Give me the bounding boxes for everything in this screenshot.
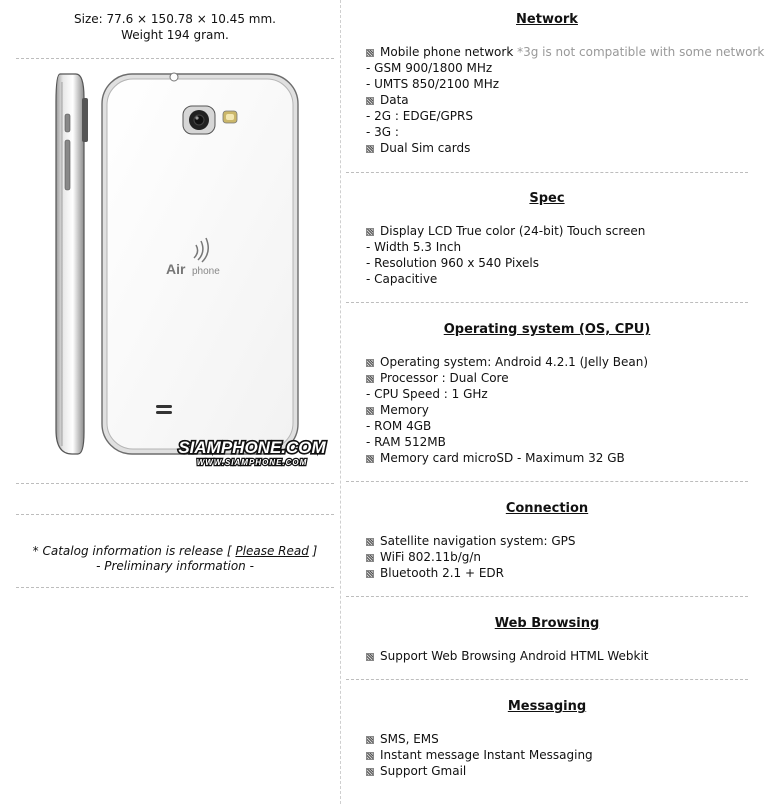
divider bbox=[16, 587, 334, 588]
spec-item-text: - CPU Speed : 1 GHz bbox=[366, 387, 488, 401]
bullet-icon bbox=[366, 375, 374, 383]
bullet-icon bbox=[366, 752, 374, 760]
spec-item bbox=[366, 533, 576, 549]
spec-item-text: - Resolution 960 x 540 Pixels bbox=[366, 256, 540, 270]
phone-back-view bbox=[102, 73, 298, 454]
catalog-prefix: * Catalog information is release [ bbox=[32, 544, 236, 558]
spec-item-text: - 3G : bbox=[366, 125, 399, 139]
section-list-connection bbox=[366, 533, 576, 581]
column-divider bbox=[340, 0, 341, 804]
bullet-icon bbox=[366, 570, 374, 578]
spec-item-text: Data bbox=[380, 93, 409, 107]
spec-sub-item bbox=[366, 76, 764, 92]
section-title-web-browsing: Web Browsing bbox=[494, 616, 600, 631]
bullet-icon bbox=[366, 228, 374, 236]
catalog-notice bbox=[16, 544, 334, 574]
siamphone-watermark bbox=[178, 438, 326, 467]
bullet-icon bbox=[366, 407, 374, 415]
spec-item-text: - UMTS 850/2100 MHz bbox=[366, 77, 500, 91]
size-line: Size: 77.6 × 150.78 × 10.45 mm. bbox=[74, 12, 276, 26]
spec-item bbox=[366, 44, 764, 60]
spec-item-text: - Capacitive bbox=[366, 272, 438, 286]
phone-side-view bbox=[56, 74, 88, 454]
section-title-os: Operating system (OS, CPU) bbox=[443, 322, 651, 337]
bullet-icon bbox=[366, 538, 374, 546]
bullet-icon bbox=[366, 49, 374, 57]
spec-item-text: Support Gmail bbox=[380, 764, 467, 778]
spec-item-text: - ROM 4GB bbox=[366, 419, 432, 433]
section-title-network: Network bbox=[516, 12, 578, 27]
spec-item-text: Instant message Instant Messaging bbox=[380, 748, 593, 762]
divider bbox=[16, 514, 334, 515]
spec-item-text: Memory bbox=[380, 403, 429, 417]
section-list-messaging bbox=[366, 731, 593, 779]
dimensions-block bbox=[16, 11, 334, 43]
spec-item bbox=[366, 370, 648, 386]
spec-item-text: Mobile phone network bbox=[380, 45, 518, 59]
left-column bbox=[0, 0, 340, 804]
section-title-messaging: Messaging bbox=[507, 699, 587, 714]
divider bbox=[16, 483, 334, 484]
spec-item bbox=[366, 450, 648, 466]
spec-sub-item bbox=[366, 271, 645, 287]
spec-item bbox=[366, 223, 645, 239]
spec-sub-item bbox=[366, 255, 645, 271]
bullet-icon bbox=[366, 736, 374, 744]
spec-item bbox=[366, 731, 593, 747]
spec-item-text: Operating system: Android 4.2.1 (Jelly Bean) bbox=[380, 355, 649, 369]
spec-sub-item bbox=[366, 124, 764, 140]
spec-item-text: - GSM 900/1800 MHz bbox=[366, 61, 493, 75]
bullet-icon bbox=[366, 768, 374, 776]
spec-item bbox=[366, 402, 648, 418]
spec-column bbox=[346, 0, 765, 804]
preliminary-info: - Preliminary information - bbox=[96, 559, 254, 573]
spec-item bbox=[366, 92, 764, 108]
spec-item-note: *3g is not compatible with some network bbox=[517, 45, 765, 59]
spec-item-text: Memory card microSD - Maximum 32 GB bbox=[380, 451, 625, 465]
spec-item bbox=[366, 140, 764, 156]
catalog-suffix: ] bbox=[308, 544, 318, 558]
bullet-icon bbox=[366, 97, 374, 105]
section-list-network bbox=[366, 44, 764, 156]
spec-sub-item bbox=[366, 418, 648, 434]
divider bbox=[346, 679, 748, 680]
spec-item-text: - RAM 512MB bbox=[366, 435, 446, 449]
weight-line: Weight 194 gram. bbox=[121, 28, 229, 42]
section-list-os bbox=[366, 354, 648, 466]
spec-item-text: Processor : Dual Core bbox=[380, 371, 509, 385]
svg-text:SIAMPHONE.COM: SIAMPHONE.COM bbox=[178, 438, 326, 457]
bullet-icon bbox=[366, 455, 374, 463]
spec-item bbox=[366, 648, 648, 664]
divider bbox=[16, 58, 334, 59]
spec-item-text: SMS, EMS bbox=[380, 732, 439, 746]
spec-sub-item bbox=[366, 434, 648, 450]
spec-sub-item bbox=[366, 386, 648, 402]
section-list-spec bbox=[366, 223, 645, 287]
spec-item-text: - 2G : EDGE/GPRS bbox=[366, 109, 473, 123]
bullet-icon bbox=[366, 554, 374, 562]
spec-item bbox=[366, 549, 576, 565]
spec-sub-item bbox=[366, 108, 764, 124]
spec-item bbox=[366, 747, 593, 763]
spec-item-text: Bluetooth 2.1 + EDR bbox=[380, 566, 504, 580]
bullet-icon bbox=[366, 653, 374, 661]
spec-item bbox=[366, 763, 593, 779]
svg-text:Air: Air bbox=[166, 261, 186, 277]
divider bbox=[346, 596, 748, 597]
bullet-icon bbox=[366, 359, 374, 367]
section-title-connection: Connection bbox=[505, 501, 589, 516]
divider bbox=[346, 302, 748, 303]
divider bbox=[346, 172, 748, 173]
spec-item-text: - Width 5.3 Inch bbox=[366, 240, 462, 254]
spec-item-text: Support Web Browsing Android HTML Webkit bbox=[380, 649, 649, 663]
spec-item-text: Dual Sim cards bbox=[380, 141, 471, 155]
section-list-web-browsing bbox=[366, 648, 648, 664]
spec-item-text: Satellite navigation system: GPS bbox=[380, 534, 576, 548]
spec-item-text: Display LCD True color (24-bit) Touch screen bbox=[380, 224, 646, 238]
spec-sub-item bbox=[366, 239, 645, 255]
spec-item bbox=[366, 354, 648, 370]
svg-text:phone: phone bbox=[192, 266, 220, 277]
divider bbox=[346, 481, 748, 482]
spec-item-text: WiFi 802.11b/g/n bbox=[380, 550, 482, 564]
bullet-icon bbox=[366, 145, 374, 153]
please-read-link[interactable]: Please Read bbox=[235, 544, 309, 558]
svg-text:WWW.SIAMPHONE.COM: WWW.SIAMPHONE.COM bbox=[196, 458, 308, 467]
phone-image bbox=[16, 62, 334, 472]
spec-sub-item bbox=[366, 60, 764, 76]
section-title-spec: Spec bbox=[529, 191, 565, 206]
spec-item bbox=[366, 565, 576, 581]
